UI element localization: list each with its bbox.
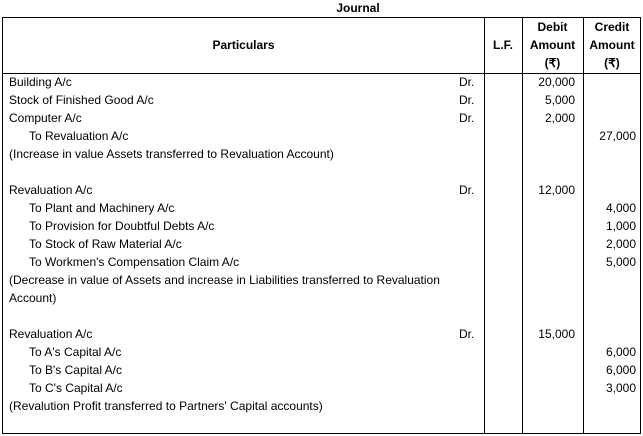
table-row [3, 343, 642, 361]
header-lf: L.F. [493, 38, 513, 52]
particulars-text: Revaluation A/c [9, 183, 93, 197]
dr-marker: Dr. [459, 93, 475, 107]
dr-marker: Dr. [459, 111, 475, 125]
table-row [3, 181, 642, 199]
credit-amount: 3,000 [605, 381, 636, 395]
debit-amount: 20,000 [538, 75, 575, 89]
table-row [3, 73, 642, 91]
credit-amount: 1,000 [605, 219, 636, 233]
narration: (Revalution Profit transferred to Partners' Capital accounts) [9, 399, 323, 413]
particulars-text: To Stock of Raw Material A/c [29, 237, 182, 251]
header-particulars: Particulars [212, 38, 275, 52]
credit-amount: 2,000 [605, 237, 636, 251]
credit-amount: 4,000 [605, 201, 636, 215]
table-row [3, 361, 642, 379]
header-debit-line3: (₹) [544, 56, 561, 70]
particulars-text: To Plant and Machinery A/c [29, 201, 175, 215]
particulars-text: Computer A/c [9, 111, 82, 125]
credit-amount: 27,000 [599, 129, 636, 143]
journal-table [2, 17, 641, 434]
particulars-text: To Provision for Doubtful Debts A/c [29, 219, 215, 233]
debit-amount: 5,000 [544, 93, 575, 107]
particulars-text: To Workmen's Compensation Claim A/c [29, 255, 240, 269]
dr-marker: Dr. [459, 183, 475, 197]
table-row [3, 109, 642, 127]
table-row [3, 91, 642, 109]
credit-amount: 6,000 [605, 345, 636, 359]
header-debit-line2: Amount [529, 38, 576, 52]
debit-amount: 15,000 [538, 327, 575, 341]
debit-amount: 12,000 [538, 183, 575, 197]
credit-amount: 6,000 [605, 363, 636, 377]
particulars-text: To Revaluation A/c [29, 129, 129, 143]
particulars-text: To B's Capital A/c [29, 363, 122, 377]
particulars-text: To A's Capital A/c [29, 345, 122, 359]
particulars-text: Building A/c [9, 75, 72, 89]
journal-title: Journal [336, 1, 380, 15]
header-debit-line1: Debit [537, 20, 568, 34]
header-credit-line1: Credit [594, 20, 630, 34]
particulars-text: Stock of Finished Good A/c [9, 93, 154, 107]
table-row [3, 253, 642, 271]
debit-amount: 2,000 [544, 111, 575, 125]
table-row [3, 379, 642, 397]
header-credit-line3: (₹) [604, 56, 620, 70]
credit-amount: 5,000 [605, 255, 636, 269]
table-row [3, 235, 642, 253]
table-row [3, 199, 642, 217]
table-row [3, 217, 642, 235]
particulars-text: To C's Capital A/c [29, 381, 123, 395]
narration: (Decrease in value of Assets and increase in Liabilities transferred to Revaluation Account) [9, 273, 440, 305]
header-credit-line2: Amount [589, 38, 635, 52]
table-row [3, 325, 642, 343]
particulars-text: Revaluation A/c [9, 327, 93, 341]
dr-marker: Dr. [459, 327, 475, 341]
narration: (Increase in value Assets transferred to Revaluation Account) [9, 147, 334, 161]
dr-marker: Dr. [459, 75, 475, 89]
table-row [3, 127, 642, 145]
